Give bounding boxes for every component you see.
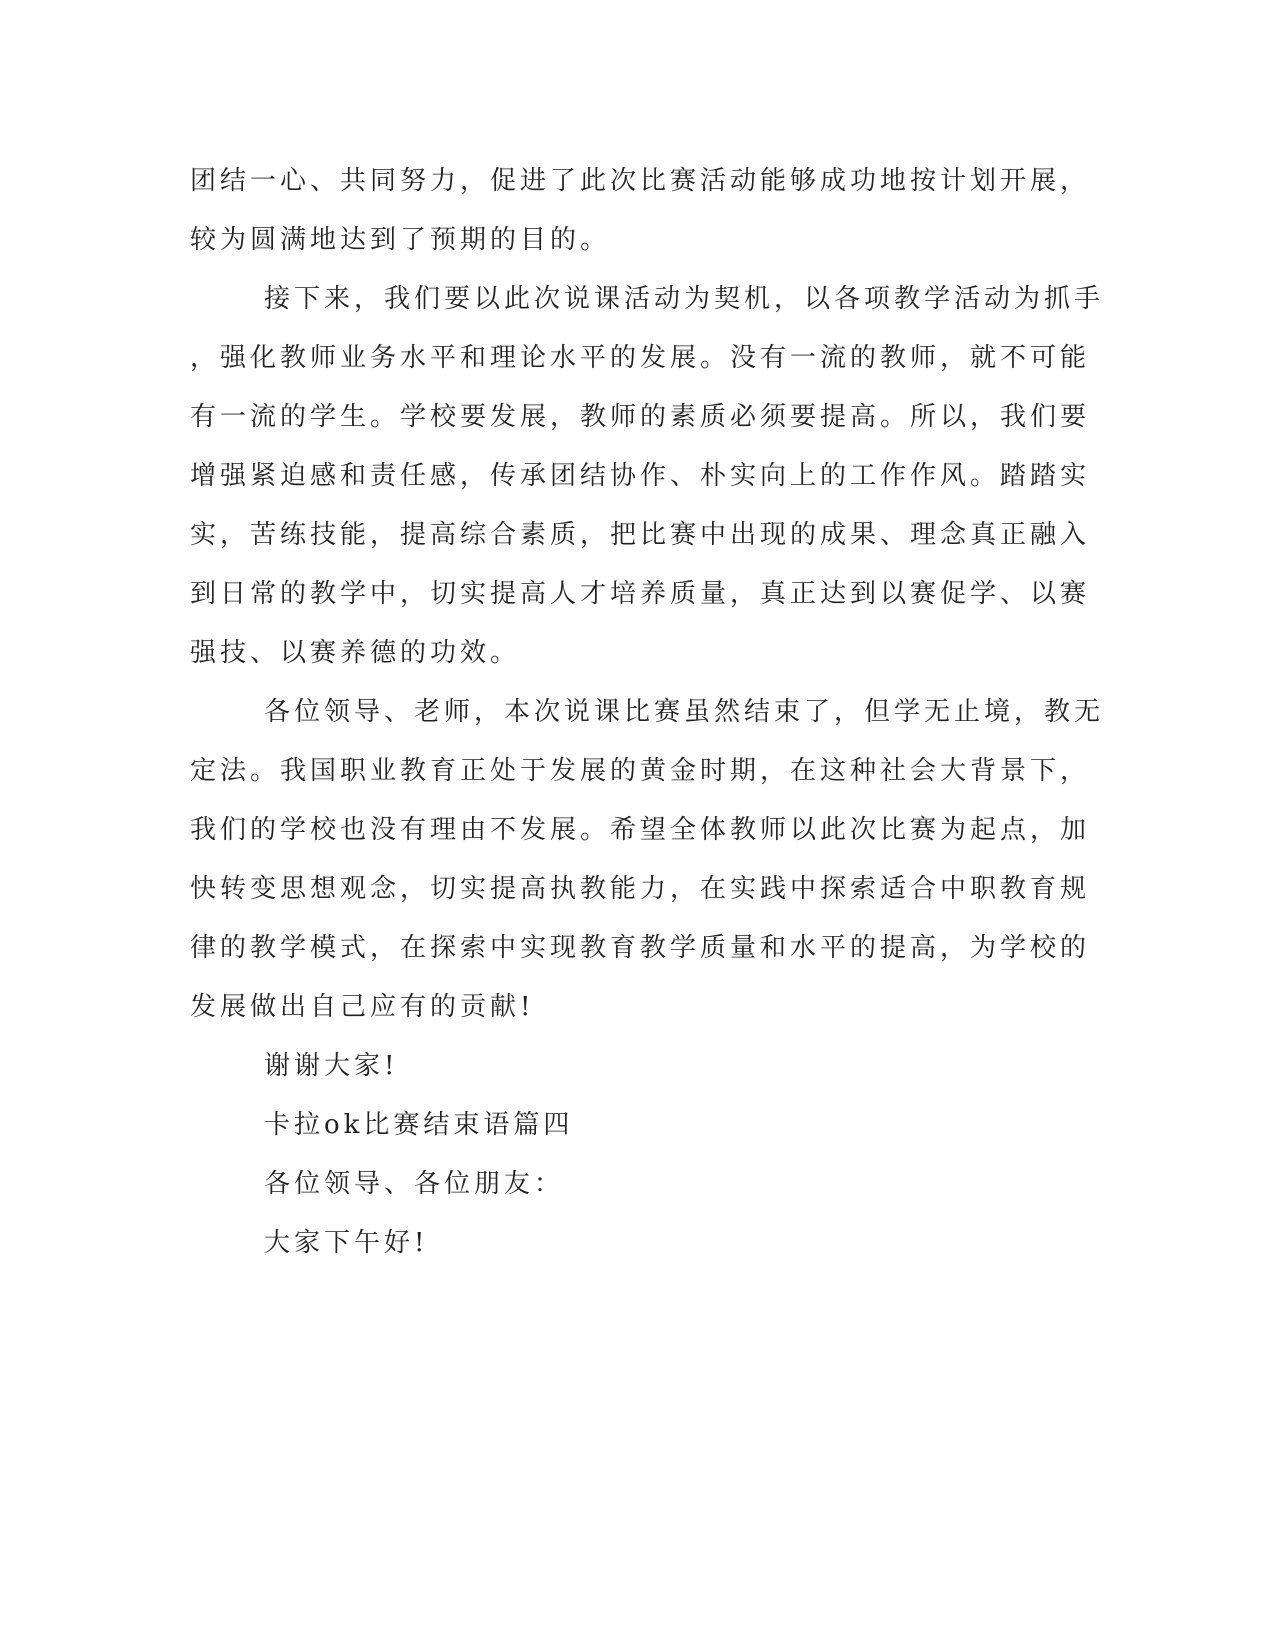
paragraph-line: 强技、以赛养德的功效。 — [190, 638, 521, 668]
section-title: 卡拉ok比赛结束语篇四 — [264, 1110, 574, 1140]
paragraph-line: 接下来，我们要以此次说课活动为契机，以各项教学活动为抓手 — [264, 284, 1105, 314]
paragraph-line: 定法。我国职业教育正处于发展的黄金时期，在这种社会大背景下， — [190, 756, 1091, 786]
paragraph-line: 到日常的教学中，切实提高人才培养质量，真正达到以赛促学、以赛 — [190, 579, 1091, 609]
paragraph-line: 发展做出自己应有的贡献! — [190, 992, 535, 1022]
paragraph-line: 有一流的学生。学校要发展，教师的素质必须要提高。所以，我们要 — [190, 402, 1091, 432]
salutation-line: 各位领导、各位朋友： — [264, 1169, 565, 1199]
paragraph-line: 较为圆满地达到了预期的目的。 — [190, 225, 611, 255]
paragraph-line: 我们的学校也没有理由不发展。希望全体教师以此次比赛为起点，加 — [190, 815, 1091, 845]
greeting-line: 大家下午好! — [264, 1228, 429, 1258]
paragraph-line: 增强紧迫感和责任感，传承团结协作、朴实向上的工作作风。踏踏实 — [190, 461, 1091, 491]
thanks-line: 谢谢大家! — [264, 1051, 399, 1081]
paragraph-line: 团结一心、共同努力，促进了此次比赛活动能够成功地按计划开展， — [190, 166, 1091, 196]
paragraph-line: 律的教学模式，在探索中实现教育教学质量和水平的提高，为学校的 — [190, 933, 1091, 963]
paragraph-line: 实，苦练技能，提高综合素质，把比赛中出现的成果、理念真正融入 — [190, 520, 1091, 550]
paragraph-line: 快转变思想观念，切实提高执教能力，在实践中探索适合中职教育规 — [190, 874, 1091, 904]
paragraph-line: ，强化教师业务水平和理论水平的发展。没有一流的教师，就不可能 — [190, 343, 1091, 373]
paragraph-line: 各位领导、老师，本次说课比赛虽然结束了，但学无止境，教无 — [264, 697, 1105, 727]
